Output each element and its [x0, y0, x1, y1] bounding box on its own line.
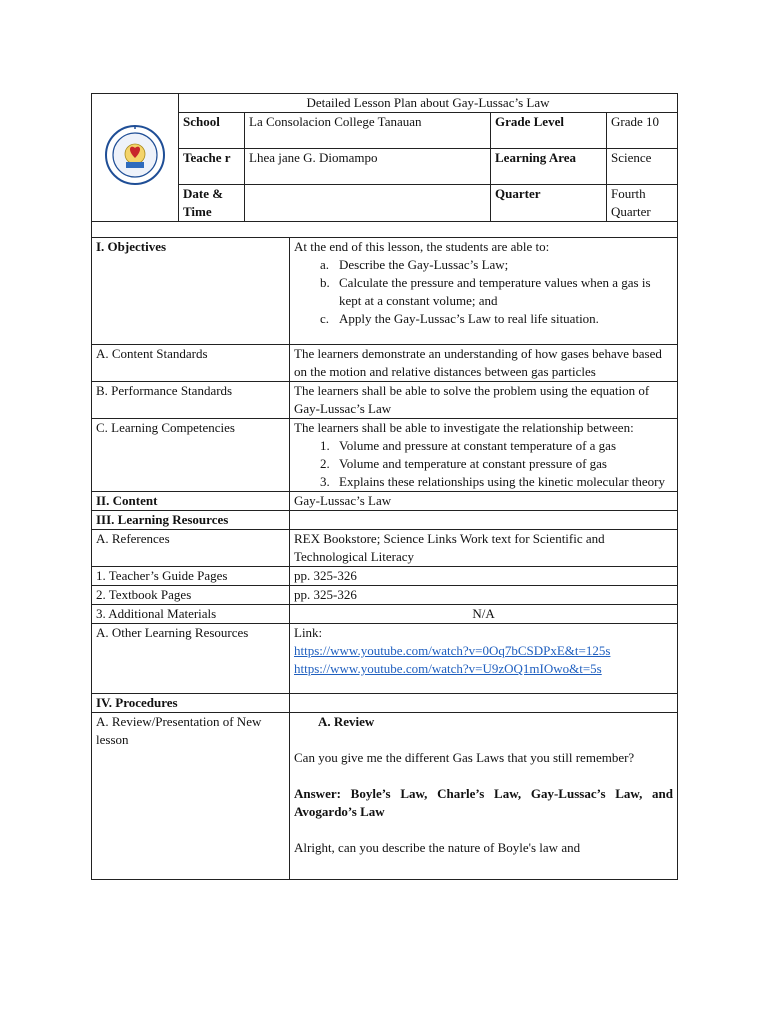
grade-level-label: Grade Level — [491, 113, 607, 149]
school-seal-icon — [104, 124, 166, 186]
other-resources-label: A. Other Learning Resources — [92, 624, 290, 694]
objectives-cell — [290, 238, 678, 345]
list-item: a. Describe the Gay-Lussac’s Law; — [320, 257, 509, 272]
objectives-label: I. Objectives — [92, 238, 290, 345]
procedures-label: IV. Procedures — [92, 694, 290, 713]
review-cell — [290, 713, 678, 880]
procedures-empty — [290, 694, 678, 713]
date-time-label: Date & Time — [179, 185, 245, 222]
objectives-intro: At the end of this lesson, the students are able to: — [294, 239, 550, 254]
objectives-list — [294, 256, 673, 328]
list-item: 2. Volume and temperature at constant pressure of gas — [320, 456, 607, 471]
content-standards-label: A. Content Standards — [92, 345, 290, 382]
textbook-pages-label: 2. Textbook Pages — [92, 586, 290, 605]
youtube-link-2[interactable]: https://www.youtube.com/watch?v=U9zOQ1mIOwo&t=5s — [294, 661, 602, 676]
review-question: Can you give me the different Gas Laws that you still remember? — [294, 750, 635, 765]
additional-materials-value: N/A — [290, 605, 678, 624]
document-title: Detailed Lesson Plan about Gay-Lussac’s Law — [179, 94, 678, 113]
date-time-value — [245, 185, 491, 222]
spacer-row — [92, 222, 678, 238]
school-value: La Consolacion College Tanauan — [245, 113, 491, 149]
content-label: II. Content — [92, 492, 290, 511]
quarter-value: Fourth Quarter — [607, 185, 678, 222]
textbook-pages-value: pp. 325-326 — [290, 586, 678, 605]
teacher-value: Lhea jane G. Diomampo — [245, 149, 491, 185]
youtube-link-1[interactable]: https://www.youtube.com/watch?v=0Oq7bCSDPxE&t=125s — [294, 643, 611, 658]
competencies-cell — [290, 419, 678, 492]
review-followup: Alright, can you describe the nature of Boyle's law and — [294, 840, 581, 855]
learning-resources-empty — [290, 511, 678, 530]
review-heading: A. Review — [318, 714, 375, 729]
performance-standards-value: The learners shall be able to solve the problem using the equation of Gay-Lussac’s Law — [290, 382, 678, 419]
teachers-guide-label: 1. Teacher’s Guide Pages — [92, 567, 290, 586]
competencies-label: C. Learning Competencies — [92, 419, 290, 492]
learning-area-label: Learning Area — [491, 149, 607, 185]
content-value: Gay-Lussac’s Law — [290, 492, 678, 511]
quarter-label: Quarter — [491, 185, 607, 222]
school-logo-cell — [92, 94, 179, 222]
lesson-plan-document — [91, 93, 677, 880]
other-resources-cell — [290, 624, 678, 694]
performance-standards-label: B. Performance Standards — [92, 382, 290, 419]
references-value: REX Bookstore; Science Links Work text for Scientific and Technological Literacy — [290, 530, 678, 567]
list-item: b. Calculate the pressure and temperature values when a gas is kept at a constant volume; and — [320, 275, 651, 308]
lesson-plan-table — [91, 93, 678, 880]
school-label: School — [179, 113, 245, 149]
grade-level-value: Grade 10 — [607, 113, 678, 149]
learning-area-value: Science — [607, 149, 678, 185]
content-standards-value: The learners demonstrate an understanding of how gases behave based on the motion and relative distances between gas particles — [290, 345, 678, 382]
list-item: 3. Explains these relationships using the kinetic molecular theory — [320, 474, 666, 489]
list-item: 1. Volume and pressure at constant temperature of a gas — [320, 438, 616, 453]
competencies-intro: The learners shall be able to investigate the relationship between: — [294, 420, 634, 435]
teacher-label: Teache r — [179, 149, 245, 185]
list-item: c. Apply the Gay-Lussac’s Law to real life situation. — [320, 311, 599, 326]
link-label: Link: — [294, 625, 323, 640]
learning-resources-label: III. Learning Resources — [92, 511, 290, 530]
competencies-list — [294, 437, 673, 491]
review-presentation-label: A. Review/Presentation of New lesson — [92, 713, 290, 880]
references-label: A. References — [92, 530, 290, 567]
additional-materials-label: 3. Additional Materials — [92, 605, 290, 624]
teachers-guide-value: pp. 325-326 — [290, 567, 678, 586]
review-answer: Answer: Boyle’s Law, Charle’s Law, Gay-Lussac’s Law, and Avogardo’s Law — [294, 786, 674, 819]
